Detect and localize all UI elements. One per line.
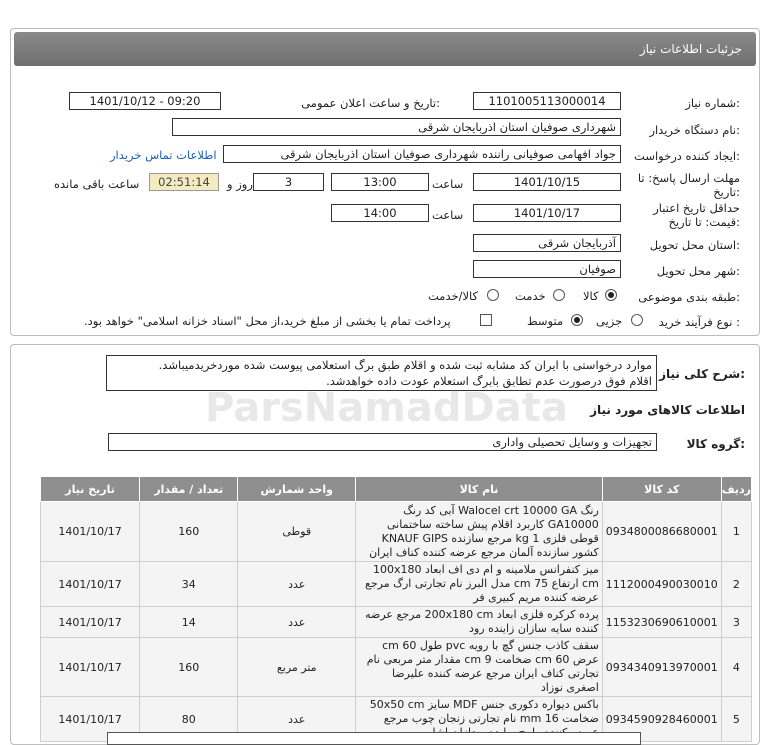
- row-index: 1: [721, 502, 751, 562]
- validity-label-2: قیمت: تا تاریخ:: [668, 215, 740, 229]
- description-box: [106, 355, 657, 391]
- validity-date-field: 1401/10/17: [473, 204, 621, 222]
- process-minor-label: جزیی: [596, 314, 623, 328]
- row-date: 1401/10/17: [41, 502, 140, 562]
- goods-group-field: تجهیزات و وسایل تحصیلی واداری: [108, 433, 657, 451]
- announce-field: 1401/10/12 - 09:20: [69, 92, 221, 110]
- items-panel: [10, 344, 760, 745]
- province-field: آذربایجان شرقی: [473, 234, 621, 252]
- buyer-label: نام دستگاه خریدار:: [649, 123, 740, 137]
- row-unit: عدد: [238, 607, 356, 638]
- city-label: شهر محل تحویل:: [656, 264, 740, 278]
- category-both-label: کالا/خدمت: [428, 289, 479, 303]
- city-field: صوفیان: [473, 260, 621, 278]
- deadline-date-field: 1401/10/15: [473, 173, 621, 191]
- treasury-payment-checkbox[interactable]: [480, 314, 492, 326]
- row-name: سقف کاذب جنس گچ با رویه pvc طول 60 cm عرض 60 cm ضخامت 9 cm مقدار متر مربعی نام تجارتی کناف ایران مرجع عرضه کننده علیرضا اصغری نوزاد: [356, 638, 603, 697]
- row-date: 1401/10/17: [41, 562, 140, 607]
- row-unit: متر مربع: [238, 638, 356, 697]
- need-number-field: 1101005113000014: [473, 92, 621, 110]
- header-name: نام کالا: [356, 477, 603, 502]
- row-qty: 80: [140, 697, 238, 742]
- deadline-label: مهلت ارسال پاسخ: تا: [637, 171, 740, 185]
- deadline-label-date: تاریخ:: [713, 185, 740, 199]
- process-minor-radio[interactable]: [631, 314, 643, 326]
- panel-header: [14, 32, 756, 66]
- category-both-radio[interactable]: [487, 289, 499, 301]
- description-line-1: موارد درخواستی با ایران کد مشابه ثبت شده و اقلام طبق برگ استعلامی پیوست شده موردخریدمیباشد.: [158, 358, 652, 372]
- row-code: 0934340913970001: [602, 638, 721, 697]
- creator-label: ایجاد کننده درخواست:: [634, 149, 740, 163]
- row-qty: 34: [140, 562, 238, 607]
- row-unit: قوطی: [238, 502, 356, 562]
- category-label: طبقه بندی موضوعی:: [638, 290, 740, 304]
- row-index: 3: [721, 607, 751, 638]
- remaining-time-field: 02:51:14: [149, 173, 219, 191]
- table-row: [41, 607, 752, 638]
- items-table: [40, 476, 752, 742]
- row-qty: 160: [140, 502, 238, 562]
- validity-time-field: 14:00: [331, 204, 429, 222]
- process-medium-label: متوسط: [527, 314, 564, 328]
- table-row: [41, 502, 752, 562]
- process-label: نوع فرآیند خرید :: [658, 315, 740, 329]
- validity-label: حداقل تاریخ اعتبار: [653, 201, 740, 215]
- announce-label: تاریخ و ساعت اعلان عمومی:: [301, 96, 440, 110]
- row-name: پرده کرکره فلزی ابعاد 200x180 cm مرجع عرضه کننده سایه سازان زاینده رود: [356, 607, 603, 638]
- row-unit: عدد: [238, 562, 356, 607]
- watermark-brand: ParsNamadData: [205, 385, 568, 431]
- row-code: 1153230690610001: [602, 607, 721, 638]
- category-service-radio[interactable]: [553, 289, 565, 301]
- buyer-contact-link[interactable]: اطلاعات تماس خریدار: [110, 148, 217, 162]
- category-goods-label: کالا: [583, 289, 599, 303]
- attachments-box: [107, 732, 641, 745]
- deadline-time-field: 13:00: [331, 173, 429, 191]
- row-date: 1401/10/17: [41, 607, 140, 638]
- row-code: 0934590928460001: [602, 697, 721, 742]
- row-index: 5: [721, 697, 751, 742]
- treasury-payment-note: پرداخت تمام یا بخشی از مبلغ خرید،از محل "اسناد خزانه اسلامی" خواهد بود.: [84, 314, 451, 328]
- validity-time-label: ساعت: [432, 208, 464, 222]
- row-qty: 14: [140, 607, 238, 638]
- header-unit: واحد شمارش: [238, 477, 356, 502]
- header-code: کد کالا: [602, 477, 721, 502]
- category-service-label: خدمت: [515, 289, 546, 303]
- remaining-label: ساعت باقی مانده: [54, 177, 140, 191]
- process-medium-radio[interactable]: [571, 314, 583, 326]
- row-index: 4: [721, 638, 751, 697]
- need-number-label: شماره نیاز:: [685, 96, 740, 110]
- row-code: 1112000490030010: [602, 562, 721, 607]
- row-name: باکس دیواره دکوری جنس MDF سایز 50x50 cm ضخامت 16 mm نام تجارتی زنجان چوب مرجع: [356, 697, 603, 742]
- description-line-2: اقلام فوق درصورت عدم تطابق بابرگ استعلام عودت داده خواهدشد.: [326, 374, 652, 388]
- row-date: 1401/10/17: [41, 697, 140, 742]
- row-qty: 160: [140, 638, 238, 697]
- row-name: رنگ Walocel crt 10000 GA آبی کد رنگ GA10000 کاربرد اقلام پیش ساخته ساختمانی قوطی فلزی kg 1 مرجع سازنده KNAUF GIPS کشور سازنده آلمان مرجع عرضه کننده کناف ایران: [356, 502, 603, 562]
- row-code: 0934800086680001: [602, 502, 721, 562]
- goods-section-title: اطلاعات کالاهای مورد نیاز: [590, 403, 745, 417]
- row-unit: عدد: [238, 697, 356, 742]
- category-goods-radio[interactable]: [605, 289, 617, 301]
- row-index: 2: [721, 562, 751, 607]
- header-index: ردیف: [721, 477, 751, 502]
- days-field: 3: [253, 173, 324, 191]
- table-header-row: [41, 477, 752, 502]
- header-qty: تعداد / مقدار: [140, 477, 238, 502]
- days-label: روز و: [227, 177, 253, 191]
- creator-field: جواد افهامی صوفیانی راننده شهرداری صوفیان استان اذربایجان شرقی: [223, 145, 621, 163]
- table-row: [41, 638, 752, 697]
- goods-group-label: گروه کالا:: [686, 437, 745, 451]
- buyer-field: شهرداری صوفیان استان اذربایجان شرقی: [172, 118, 621, 136]
- deadline-time-label: ساعت: [432, 177, 464, 191]
- header-date: تاریخ نیاز: [41, 477, 140, 502]
- row-name: میز کنفرانس ملامینه و ام دی اف ابعاد 100x180 cm ارتفاع 75 cm مدل البرز نام تجارتی ارگ مرجع عرضه کننده مریم کبیری فر: [356, 562, 603, 607]
- row-date: 1401/10/17: [41, 638, 140, 697]
- province-label: استان محل تحویل:: [649, 238, 740, 252]
- page-title: جزئیات اطلاعات نیاز: [639, 42, 742, 56]
- description-label: شرح کلی نیاز:: [659, 367, 745, 381]
- table-row: [41, 562, 752, 607]
